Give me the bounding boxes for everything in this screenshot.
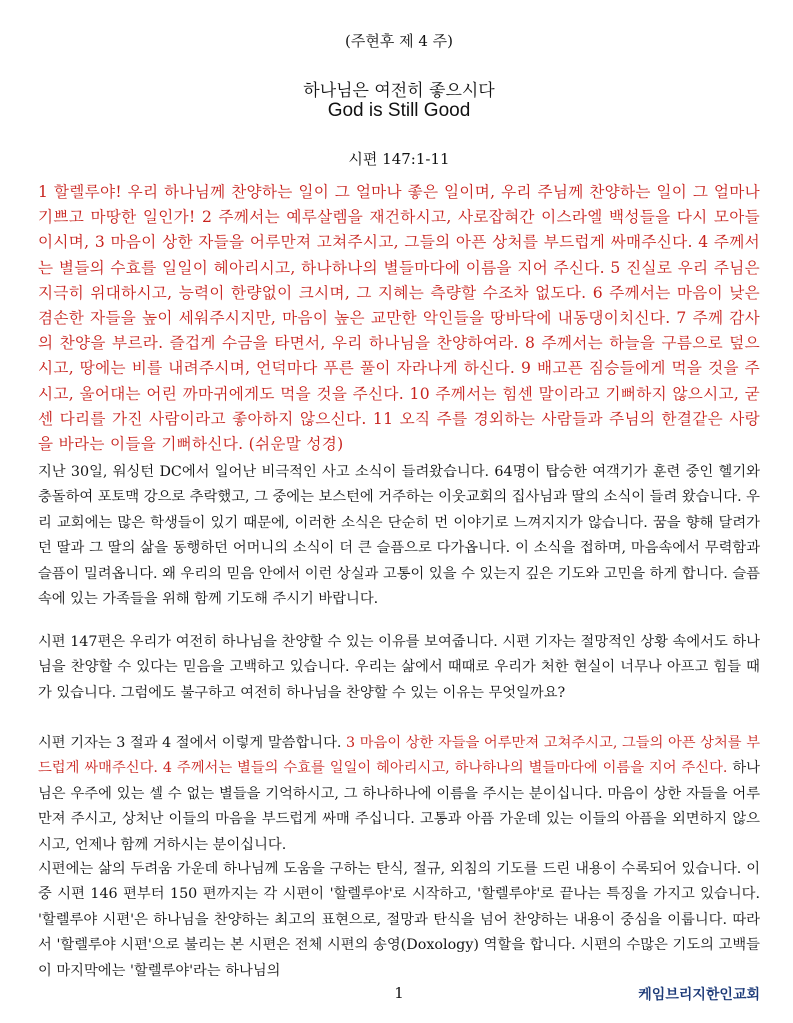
sermon-title-english: God is Still Good bbox=[327, 100, 471, 121]
paragraph-3-rest: 하나님은 우주에 있는 셀 수 없는 별들을 기억하시고, 그 하나하나에 이름을 주시는 분이십니다. 마음이 상한 자들을 어루만져 주시고, 상처난 이들의 마음을 부드럽게 싸매 주십니다. 고통과 아픔 가운데 있는 이들의 아픔을 외면하지 않으시고, 언제나 함께 거하시는 분이십니다. bbox=[38, 760, 760, 853]
scripture-reference: 시편 147:1-11 bbox=[348, 150, 450, 168]
scripture-passage: 1 할렐루야! 우리 하나님께 찬양하는 일이 그 얼마나 좋은 일이며, 우리 주님께 찬양하는 일이 그 얼마나 기쁘고 마땅한 일인가! 2 주께서는 예루살렘을 재건하시고, 사로잡혀간 이스라엘 백성들을 다시 모아들이시며, 3 마음이 상한 자들을 어루만져 고쳐주시고, 그들의 아픈 상처를 부드럽게 싸매주신다. 4 주께서는 별들의 수효를 일일이 헤아리시고, 하나하나의 별들마다에 이름을 지어 주신다. 5 진실로 우리 주님은 지극히 위대하시고, 능력이 한량없이 크시며, 그 지혜는 측량할 수조차 없도다. 6 주께서는 마음이 낮은 겸손한 자들을 높이 세워주시지만, 마음이 높은 교만한 악인들을 땅바닥에 내동댕이치신다. 7 주께 감사의 찬양을 부르라. 즐겁게 수금을 타면서, 우리 하나님을 찬양하여라. 8 주께서는 하늘을 구름으로 덮으시고, 땅에는 비를 내려주시며, 언덕마다 푸른 풀이 자라나게 하신다. 9 배고픈 짐승들에게 먹을 것을 주시고, 울어대는 어린 까마귀에게도 먹을 것을 주신다. 10 주께서는 힘센 말이라고 기뻐하지 않으시고, 굳센 다리를 가진 사람이라고 좋아하지 않으신다. 11 오직 주를 경외하는 사람들과 주님의 한결같은 사랑을 바라는 이들을 기뻐하신다. (쉬운말 성경) bbox=[38, 183, 760, 454]
body-paragraph-3 bbox=[38, 731, 760, 858]
paragraph-3-quote: 3 마음이 상한 자들을 어루만져 고쳐주시고, 그들의 아픈 상처를 부드럽게 싸매주신다. 4 주께서는 별들의 수효를 일일이 헤아리시고, 하나하나의 별들마다에 이름을 지어 주신다. bbox=[38, 735, 760, 777]
church-name: 케임브리지한인교회 bbox=[638, 987, 760, 1003]
body-paragraph-4: 시편에는 삶의 두려움 가운데 하나님께 도움을 구하는 탄식, 절규, 외침의 기도를 드린 내용이 수록되어 있습니다. 이 중 시편 146 편부터 150 편까지는 각 시편이 '할렐루야'로 시작하고, '할렐루야'로 끝나는 특징을 가지고 있습니다. '할렐루야 시편'은 하나님을 찬양하는 최고의 표현으로, 절망과 탄식을 넘어 찬양하는 내용이 중심을 이룹니다. 따라서 '할렐루야 시편'으로 불리는 본 시편은 전체 시편의 송영(Doxology) 역할을 합니다. 시편의 수많은 기도의 고백들이 마지막에는 '할렐루야'라는 하나님의 bbox=[38, 861, 761, 979]
liturgical-week: (주현후 제 4 주) bbox=[344, 32, 453, 50]
body-paragraph-2: 시편 147편은 우리가 여전히 하나님을 찬양할 수 있는 이유를 보여줍니다. 시편 기자는 절망적인 상황 속에서도 하나님을 찬양할 수 있다는 믿음을 고백하고 있습니다. 우리는 삶에서 때때로 우리가 처한 현실이 너무나 아프고 힘들 때가 있습니다. 그럼에도 불구하고 여전히 하나님을 찬양할 수 있는 이유는 무엇일까요? bbox=[38, 634, 760, 701]
page-number: 1 bbox=[394, 984, 404, 1002]
sermon-title-korean: 하나님은 여전히 좋으시다 bbox=[303, 81, 495, 101]
body-paragraph-1: 지난 30일, 워싱턴 DC에서 일어난 비극적인 사고 소식이 들려왔습니다. 64명이 탑승한 여객기가 훈련 중인 헬기와 충돌하여 포토맥 강으로 추락했고, 그 중에는 보스턴에 거주하는 이웃교회의 집사님과 딸의 소식이 들려 왔습니다. 우리 교회에는 많은 학생들이 있기 때문에, 이러한 소식은 단순히 먼 이야기로 느껴지지가 않습니다. 꿈을 향해 달려가던 딸과 그 딸의 삶을 동행하던 어머니의 소식이 더 큰 슬픔으로 다가옵니다. 이 소식을 접하며, 마음속에서 무력함과 슬픔이 밀려옵니다. 왜 우리의 믿음 안에서 이런 상실과 고통이 있을 수 있는지 깊은 기도와 고민을 하게 합니다. 슬픔속에 있는 가족들을 위해 함께 기도해 주시기 바랍니다. bbox=[38, 464, 760, 608]
paragraph-3-intro: 시편 기자는 3 절과 4 절에서 이렇게 말씀합니다. bbox=[38, 735, 347, 751]
